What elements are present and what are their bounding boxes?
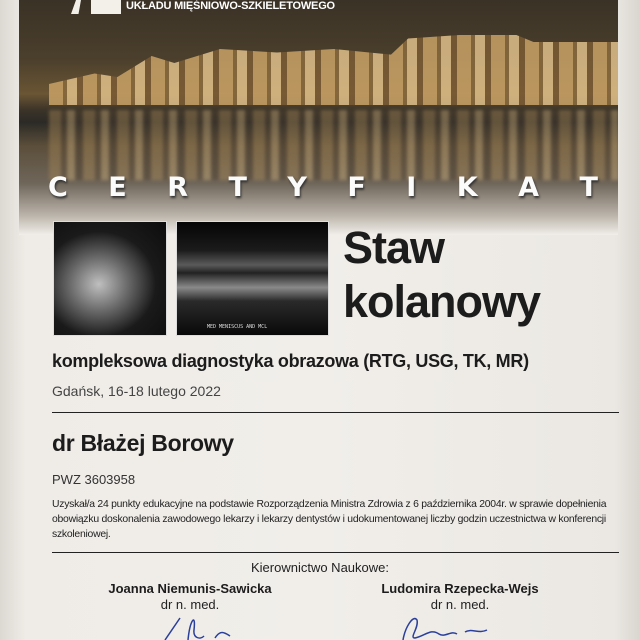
water-reflection bbox=[49, 110, 618, 180]
subtitle: kompleksowa diagnostyka obrazowa (RTG, USG, TK, MR) bbox=[52, 351, 529, 371]
knee-ultrasound-image bbox=[176, 221, 329, 336]
certificate-heading bbox=[48, 172, 598, 203]
signature-1 bbox=[160, 610, 250, 640]
signatory-name: Joanna Niemunis-Sawicka bbox=[108, 581, 272, 596]
heading-letter: T bbox=[579, 172, 598, 203]
body-text: Uzyskał/a 24 punkty edukacyjne na podstawie Rozporządzenia Ministra Zdrowia z 6 października 2004r. w sprawie dopełnienia obowiązku doskonalenia zawodowego lekarzy i lekarzy dentystów i udokumentowanej liczby godzin uczestnictwa w konferencji szkoleniowej. bbox=[52, 499, 607, 540]
heading-letter: T bbox=[228, 172, 247, 203]
heading-letter: E bbox=[108, 172, 127, 203]
signatory-1 bbox=[70, 581, 310, 612]
divider bbox=[52, 552, 619, 553]
heading-letter: R bbox=[167, 172, 188, 203]
signatory-title: dr n. med. bbox=[430, 597, 490, 612]
heading-letter: Y bbox=[287, 172, 307, 203]
heading-letter: K bbox=[456, 172, 478, 203]
signature-2 bbox=[395, 610, 505, 640]
knee-mri-image bbox=[53, 221, 167, 336]
signatory-2 bbox=[340, 581, 580, 612]
city-skyline bbox=[49, 35, 618, 105]
organization-name: UKŁADU MIĘŚNIOWO-SZKIELETOWEGO bbox=[126, 0, 335, 12]
title-line-1: Staw bbox=[343, 222, 445, 273]
organization-logo bbox=[71, 0, 121, 14]
title-line-2: kolanowy bbox=[343, 276, 541, 327]
heading-letter: C bbox=[48, 172, 68, 203]
recipient-name: dr Błażej Borowy bbox=[52, 430, 234, 456]
heading-letter: I bbox=[406, 172, 417, 203]
heading-letter: F bbox=[347, 172, 366, 203]
board-label: Kierownictwo Naukowe: bbox=[250, 560, 389, 575]
recipient-pwz: PWZ 3603958 bbox=[52, 472, 136, 487]
ultrasound-caption: MED MENISCUS AND MCL bbox=[207, 324, 268, 330]
divider bbox=[52, 412, 619, 413]
place-date: Gdańsk, 16-18 lutego 2022 bbox=[52, 383, 221, 399]
signatory-title: dr n. med. bbox=[160, 597, 220, 612]
heading-letter: A bbox=[518, 172, 540, 203]
signatory-name: Ludomira Rzepecka-Wejs bbox=[381, 581, 539, 596]
